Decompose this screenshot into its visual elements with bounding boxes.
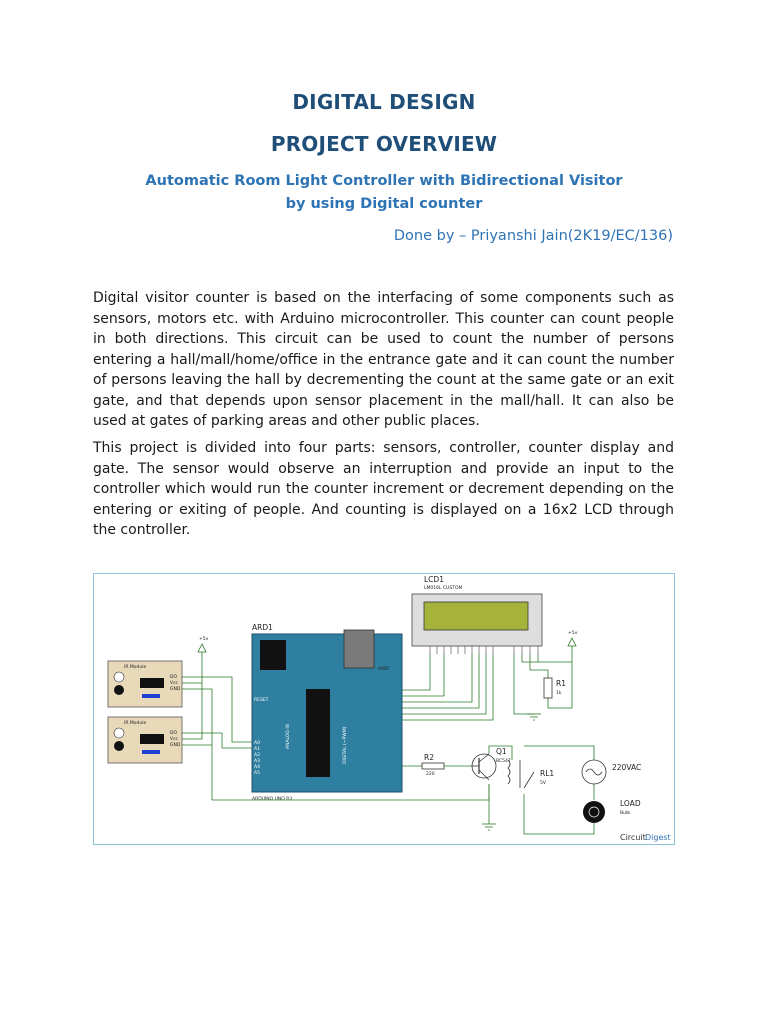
svg-text:GND: GND: [170, 687, 181, 692]
svg-text:A2: A2: [254, 753, 260, 758]
document-title: DIGITAL DESIGN: [292, 90, 476, 114]
svg-text:A3: A3: [254, 759, 260, 764]
lcd-screen: [424, 602, 528, 630]
paragraph-project-parts: This project is divided into four parts: sensors, controller, counter display and gate. The sensor would observe an interruption and provide an input to the controller which would run the counter increment or decrement depending on the entering or exiting of people. And counting is displayed on a 16x2 LCD through the controller.: [93, 440, 674, 538]
q1-model: BC547: [496, 759, 511, 764]
brand-digest: Digest: [645, 833, 671, 842]
load-bulb: [583, 801, 605, 823]
author-byline: Done by – Priyanshi Jain(2K19/EC/136): [393, 228, 673, 244]
relay-value: 5V: [540, 781, 546, 786]
svg-text:A1: A1: [254, 747, 260, 752]
relay-switch: [524, 772, 534, 788]
lcd-pins: [430, 646, 538, 654]
project-title-line-1: Automatic Room Light Controller with Bidirectional Visitor: [145, 173, 623, 189]
r2-value: 220: [426, 772, 435, 777]
svg-text:Vcc: Vcc: [170, 681, 179, 686]
svg-text:DO: DO: [170, 731, 178, 736]
paragraph-introduction: Digital visitor counter is based on the interfacing of some components such as sensors, motors etc. with Arduino microcontroller. This counter can count people in both directions. This circuit can be used to count the number of persons entering a hall/mall/home/office in the entrance gate and it can count the number of persons leaving the hall by decrementing the count at the same gate or an exit gate, and that depends upon sensor placement in the mall/hall. It can also be used at gates of parking areas and other public places.: [93, 290, 674, 429]
r1-label: R1: [556, 679, 566, 688]
brand-circuit: Circuit: [620, 833, 646, 842]
lcd-label: LCD1: [424, 575, 444, 584]
r2-label: R2: [424, 753, 434, 762]
load-label: LOAD: [620, 799, 641, 808]
resistor-r2: [422, 763, 444, 769]
arduino-power-jack: [260, 640, 286, 670]
svg-text:DO: DO: [170, 675, 178, 680]
relay-label: RL1: [540, 769, 555, 778]
ir-module-2-label: IR Module: [124, 721, 147, 726]
arduino-caption: ARDUINO UNO R3: [252, 797, 293, 802]
arduino-chip: [306, 689, 330, 777]
svg-text:A0: A0: [254, 741, 260, 746]
supply-right-label: +5v: [568, 631, 578, 636]
svg-text:Vcc: Vcc: [170, 737, 179, 742]
load-sub-label: Bulb: [620, 811, 631, 816]
project-title-line-2: by using Digital counter: [285, 196, 483, 212]
svg-text:A5: A5: [254, 771, 260, 776]
circuit-diagram: [93, 573, 675, 845]
resistor-r1: [544, 678, 552, 698]
ac-source-label: 220VAC: [612, 763, 642, 772]
svg-text:GND: GND: [170, 743, 181, 748]
lcd-model: LM016L CUSTOM: [424, 586, 463, 591]
document-subtitle-heading: PROJECT OVERVIEW: [270, 132, 498, 156]
ir-module-1-label: IR Module: [124, 665, 147, 670]
svg-text:A4: A4: [254, 765, 260, 770]
supply-right-arrow: [568, 638, 576, 646]
analog-in-label: ANALOG IN: [286, 723, 291, 749]
supply-left-label: +5v: [199, 637, 209, 642]
digital-label: DIGITAL (~PWM): [343, 726, 348, 764]
arduino-usb-port: [344, 630, 374, 668]
arduino-label: ARD1: [252, 623, 273, 632]
aref-label: AREF: [378, 667, 390, 672]
reset-label: RESET: [254, 698, 269, 703]
supply-left-arrow: [198, 644, 206, 652]
r1-value: 1k: [556, 691, 562, 696]
q1-label: Q1: [496, 747, 507, 756]
